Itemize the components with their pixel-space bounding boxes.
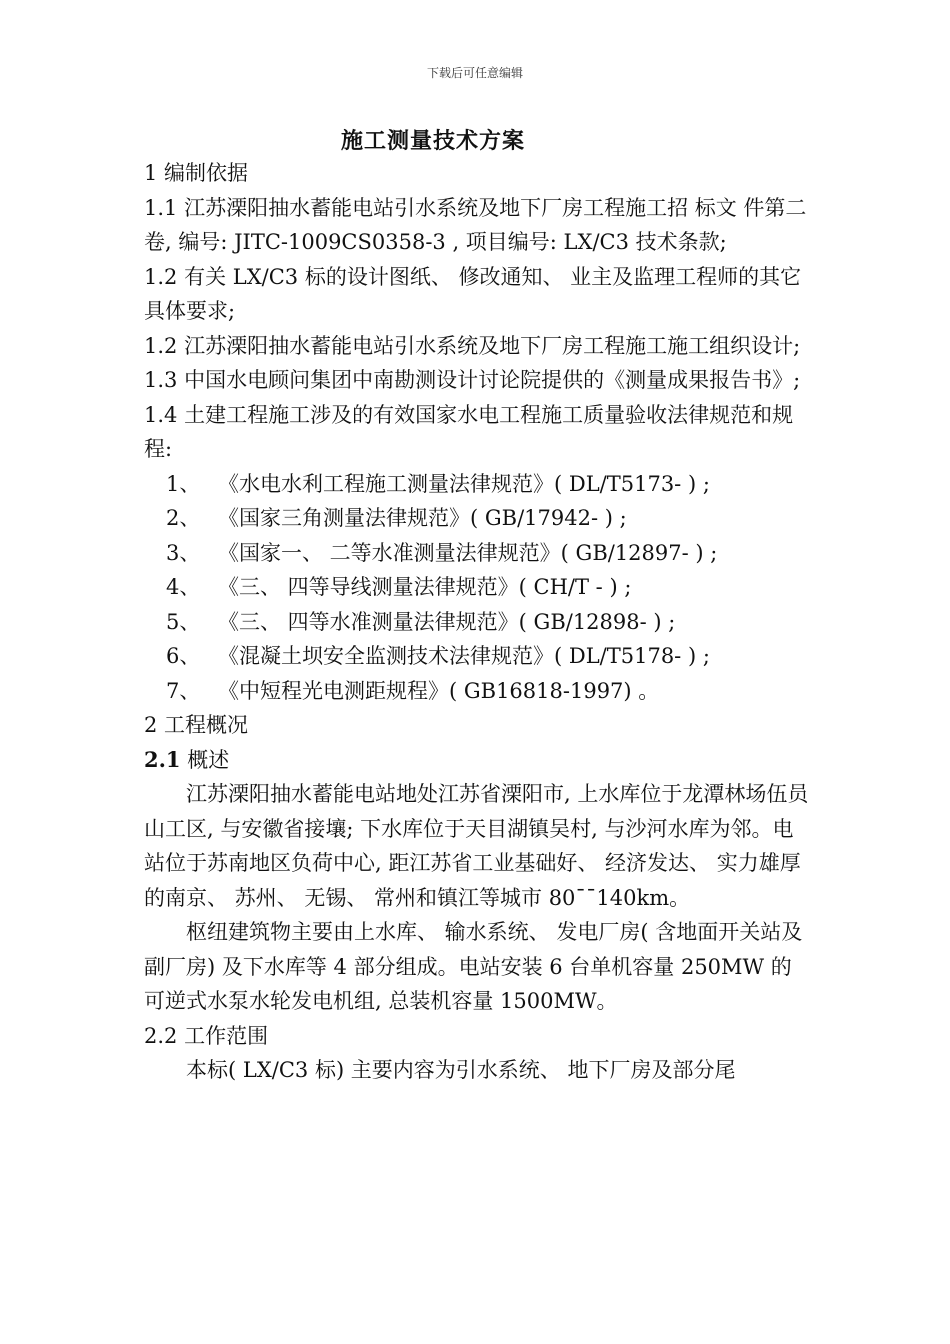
list-number: 6、 (166, 644, 201, 668)
section-2-heading: 2 工程概况 (144, 713, 249, 737)
list-text: 《国家一、 二等水准测量法律规范》( GB/12897- ) ; (218, 540, 718, 565)
list-number: 7、 (166, 678, 201, 703)
list-number: 5、 (166, 609, 201, 634)
list-number: 2、 (166, 506, 201, 530)
standard-list-item (144, 639, 812, 674)
document-title: 施工测量技术方案 (340, 128, 525, 154)
list-text: 《国家三角测量法律规范》( GB/17942- ) ; (218, 506, 627, 530)
body-paragraph: 枢纽建筑物主要由上水库、 输水系统、 发电厂房( 含地面开关站及副厂房) 及下水库等 4 部分组成。电站安装 6 台单机容量 250MW 的可逆式水泵水轮发电机组, 总装机容量 1500MW。 (144, 920, 803, 1013)
section-1-item: 1.4 土建工程施工涉及的有效国家水电工程施工质量验收法律规范和规程: (144, 402, 794, 461)
subsection-label: 概述 (180, 747, 230, 772)
section-1-heading: 1 编制依据 (144, 161, 249, 185)
list-text: 《三、 四等导线测量法律规范》( CH/T - ) ; (218, 575, 632, 599)
list-text: 《中短程光电测距规程》( GB16818-1997) 。 (218, 678, 660, 703)
list-number: 3、 (166, 540, 201, 565)
list-text: 《混凝土坝安全监测技术法律规范》( DL/T5178- ) ; (218, 644, 710, 668)
list-text: 《三、 四等水准测量法律规范》( GB/12898- ) ; (218, 609, 676, 634)
standard-list-item (144, 501, 812, 536)
standard-list-item (144, 536, 812, 571)
subsection-2-1-heading (144, 743, 812, 778)
list-text: 《水电水利工程施工测量法律规范》( DL/T5173- ) ; (218, 471, 710, 496)
list-number: 4、 (166, 575, 201, 599)
subsection-number: 2.1 (144, 746, 181, 772)
standard-list-item (144, 605, 812, 640)
section-1-item: 1.2 江苏溧阳抽水蓄能电站引水系统及地下厂房工程施工施工组织设计; (144, 333, 801, 358)
standard-list-item (144, 674, 812, 709)
section-1-item: 1.2 有关 LX/C3 标的设计图纸、 修改通知、 业主及监理工程师的其它具体要求; (144, 264, 802, 323)
page-header: 下载后可任意编辑 (426, 66, 523, 80)
body-paragraph: 江苏溧阳抽水蓄能电站地处江苏省溧阳市, 上水库位于龙潭林场伍员山工区, 与安徽省接壤; 下水库位于天目湖镇吴村, 与沙河水库为邻。电站位于苏南地区负荷中心, 距江苏省工业基础好、 经济发达、 实力雄厚的南京、 苏州、 无锡、 常州和镇江等城市 80¯¯140km。 (144, 782, 809, 910)
section-1-item: 1.3 中国水电顾问集团中南勘测设计讨论院提供的《测量成果报告书》; (144, 368, 801, 392)
section-1-item: 1.1 江苏溧阳抽水蓄能电站引水系统及地下厂房工程施工招 标文 件第二卷, 编号: JITC-1009CS0358-3 , 项目编号: LX/C3 技术条款; (144, 195, 807, 254)
standard-list-item (144, 467, 812, 502)
subsection-2-2-heading: 2.2 工作范围 (144, 1023, 269, 1048)
body-paragraph: 本标( LX/C3 标) 主要内容为引水系统、 地下厂房及部分尾 (186, 1058, 736, 1082)
list-number: 1、 (166, 471, 201, 496)
standard-list-item (144, 570, 812, 605)
document-body (144, 156, 812, 1088)
